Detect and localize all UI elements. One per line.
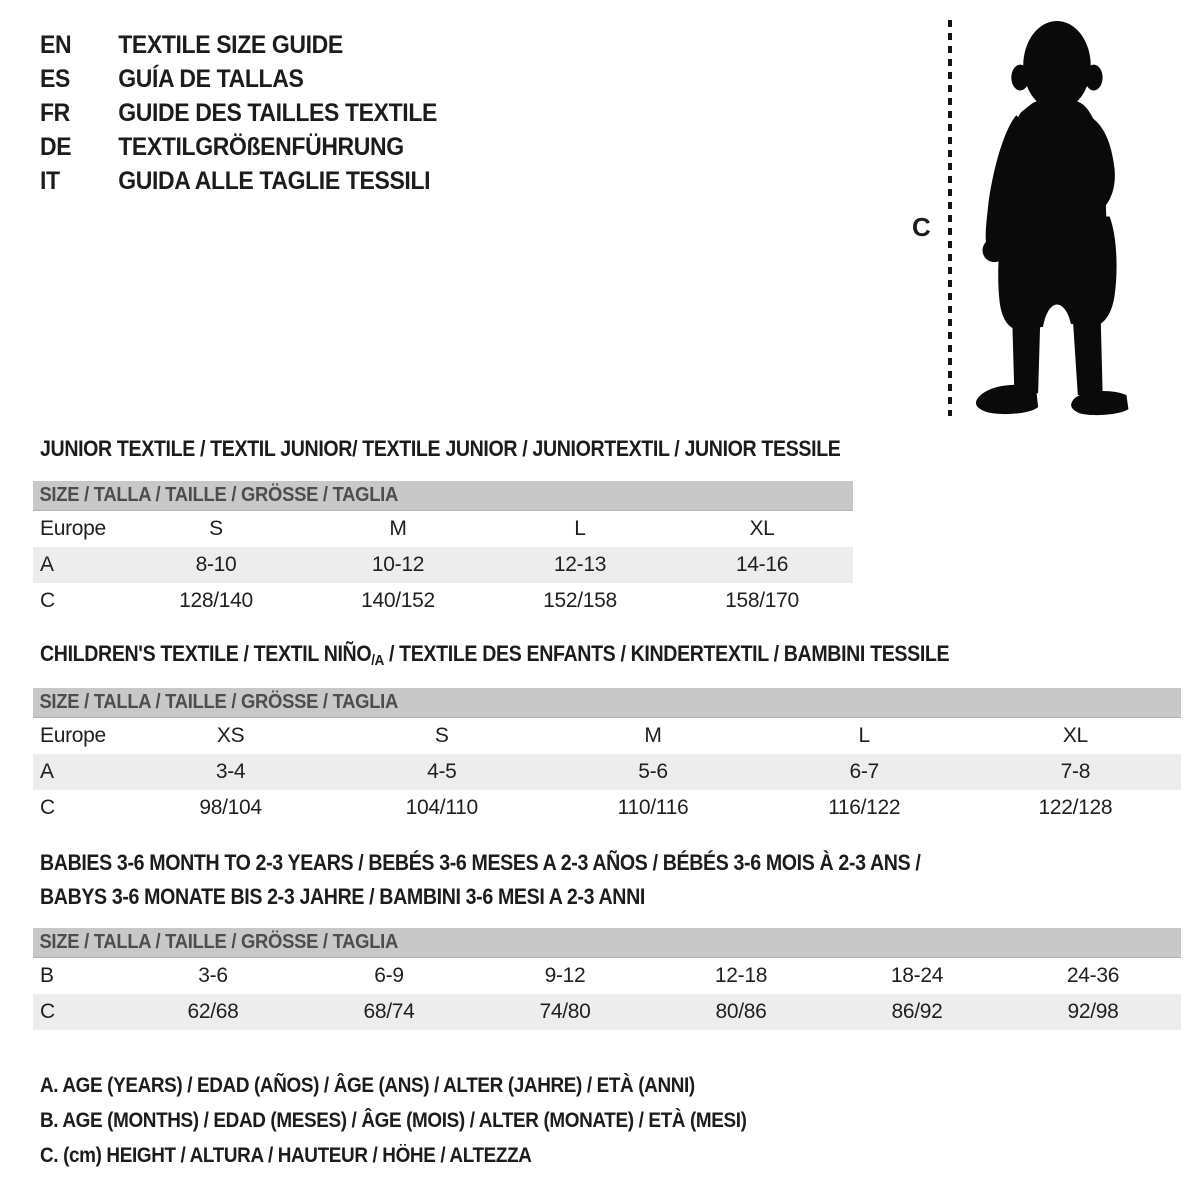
row-label: C (40, 796, 55, 819)
table-size-header: SIZE / TALLA / TAILLE / GRÖSSE / TAGLIA (33, 688, 1181, 718)
section-heading-children: CHILDREN'S TEXTILE / TEXTIL NIÑO/A / TEXTILE DES ENFANTS / KINDERTEXTIL / BAMBINI TESSILE (40, 641, 950, 669)
language-code: DE (40, 132, 72, 161)
cell: 7-8 (1060, 760, 1091, 783)
cell: 12-13 (553, 553, 607, 576)
table-size-header: SIZE / TALLA / TAILLE / GRÖSSE / TAGLIA (33, 481, 853, 511)
cell: S (434, 724, 449, 747)
cell: 24-36 (1066, 964, 1120, 987)
cell: 9-12 (544, 964, 586, 987)
toddler-silhouette-icon (960, 18, 1145, 420)
footnotes (40, 1068, 825, 1173)
cell: 3-6 (198, 964, 228, 987)
cell: 6-9 (374, 964, 404, 987)
language-code: EN (40, 30, 72, 59)
cell: 152/158 (543, 589, 617, 612)
table-row-europe (33, 718, 1181, 754)
language-code: IT (40, 166, 60, 195)
footnote-b: B. AGE (MONTHS) / EDAD (MESES) / ÂGE (MOIS) / ALTER (MONATE) / ETÀ (MESI) (40, 1108, 747, 1132)
measure-label-c: C (912, 212, 931, 242)
junior-size-table (33, 481, 853, 619)
language-code: ES (40, 64, 70, 93)
table-row-a (33, 547, 853, 583)
cell: XL (749, 517, 775, 540)
table-row-a (33, 754, 1181, 790)
cell: M (389, 517, 407, 540)
row-label: A (40, 760, 54, 783)
cell: 98/104 (199, 796, 262, 819)
cell: 12-18 (714, 964, 768, 987)
language-title: GUIDA ALLE TAGLIE TESSILI (118, 166, 431, 195)
cell: 140/152 (361, 589, 435, 612)
section-heading-junior: JUNIOR TEXTILE / TEXTIL JUNIOR/ TEXTILE JUNIOR / JUNIORTEXTIL / JUNIOR TESSILE (40, 436, 841, 461)
table-size-header: SIZE / TALLA / TAILLE / GRÖSSE / TAGLIA (33, 928, 1181, 958)
language-row (40, 62, 472, 96)
row-label: C (40, 1000, 55, 1023)
cell: S (209, 517, 223, 540)
cell: 80/86 (715, 1000, 767, 1023)
height-measure-dashed-line (948, 20, 952, 416)
cell: L (858, 724, 870, 747)
row-label: A (40, 553, 54, 576)
section-heading-babies: BABIES 3-6 MONTH TO 2-3 YEARS / BEBÉS 3-6 MESES A 2-3 AÑOS / BÉBÉS 3-6 MOIS À 2-3 ANS / BABYS 3-6 MONATE BIS 2-3 JAHRE / BAMBINI 3-6 MESI A 2-3 ANNI (40, 850, 921, 909)
row-label: Europe (40, 724, 106, 747)
cell: 18-24 (890, 964, 944, 987)
cell: 8-10 (195, 553, 237, 576)
cell: 10-12 (371, 553, 425, 576)
children-size-table (33, 688, 1181, 826)
table-row-c (33, 583, 853, 619)
footnote-a: A. AGE (YEARS) / EDAD (AÑOS) / ÂGE (ANS) / ALTER (JAHRE) / ETÀ (ANNI) (40, 1073, 695, 1097)
cell: 158/170 (725, 589, 799, 612)
cell: M (644, 724, 662, 747)
cell: 110/116 (617, 796, 689, 819)
cell: L (574, 517, 586, 540)
cell: 3-4 (215, 760, 246, 783)
cell: XL (1062, 724, 1088, 747)
language-title: GUIDE DES TAILLES TEXTILE (118, 98, 437, 127)
language-row (40, 96, 472, 130)
table-row-c (33, 994, 1181, 1030)
cell: 14-16 (735, 553, 789, 576)
language-list (40, 28, 472, 198)
language-row (40, 164, 472, 198)
cell: 6-7 (849, 760, 879, 783)
row-label: B (40, 964, 54, 987)
row-label: Europe (40, 517, 106, 540)
table-row-c (33, 790, 1181, 826)
footnote-c: C. (cm) HEIGHT / ALTURA / HAUTEUR / HÖHE / ALTEZZA (40, 1143, 532, 1167)
cell: 116/122 (828, 796, 901, 819)
babies-size-table (33, 928, 1181, 1030)
language-title: TEXTILGRÖßENFÜHRUNG (118, 132, 404, 161)
cell: 104/110 (405, 796, 478, 819)
cell: 5-6 (638, 760, 668, 783)
language-code: FR (40, 98, 70, 127)
cell: 62/68 (187, 1000, 239, 1023)
table-row-europe (33, 511, 853, 547)
table-row-b (33, 958, 1181, 994)
cell: 68/74 (363, 1000, 415, 1023)
language-row (40, 28, 472, 62)
language-row (40, 130, 472, 164)
cell: 92/98 (1067, 1000, 1119, 1023)
cell: 122/128 (1038, 796, 1113, 819)
cell: XS (216, 724, 245, 747)
cell: 74/80 (539, 1000, 591, 1023)
cell: 86/92 (891, 1000, 943, 1023)
language-title: TEXTILE SIZE GUIDE (118, 30, 343, 59)
cell: 4-5 (427, 760, 457, 783)
language-title: GUÍA DE TALLAS (118, 64, 304, 93)
cell: 128/140 (179, 589, 253, 612)
row-label: C (40, 589, 55, 612)
